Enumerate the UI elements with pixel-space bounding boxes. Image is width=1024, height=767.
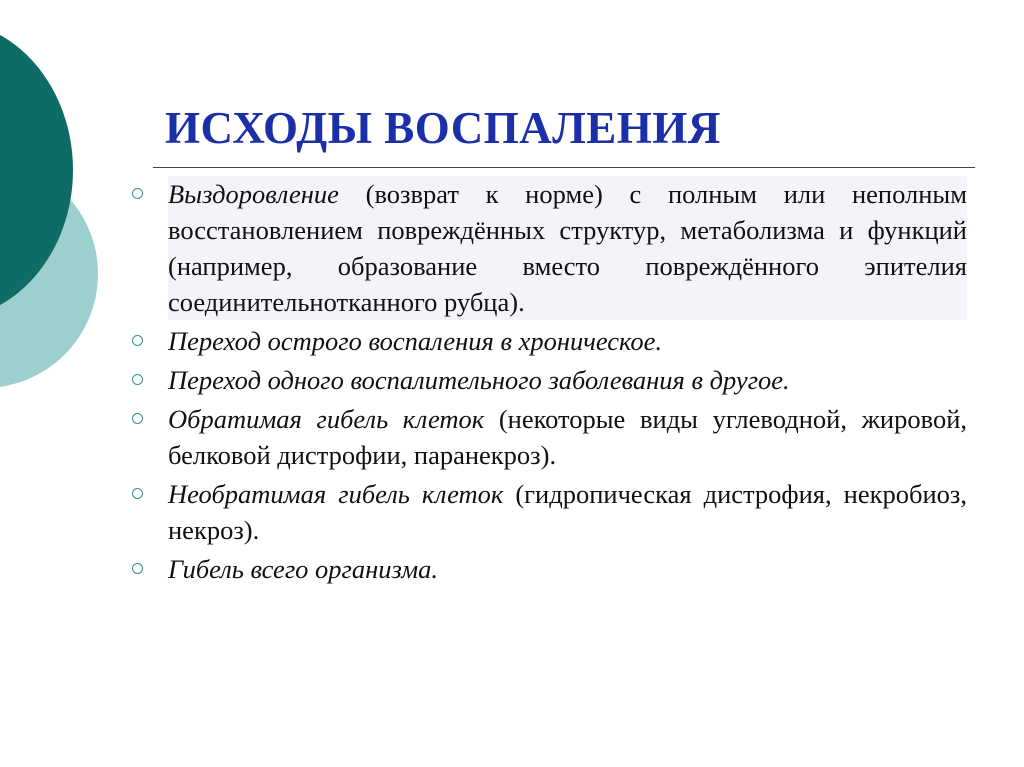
circle-bullet-icon <box>132 374 143 385</box>
circle-bullet-icon <box>132 188 143 199</box>
list-item-text <box>168 551 967 587</box>
circle-bullet-icon <box>132 413 143 424</box>
list-item-regular: (возврат к норме) с полным или неполным восстановлением повреждённых структур, метаболизма и функций (например, образование вместо повреждённого эпителия соединительнотканного рубца). <box>168 179 967 317</box>
list-item <box>132 476 967 548</box>
list-item-regular: (гидропическая дистрофия, некробиоз, некроз). <box>168 479 967 545</box>
list-item-italic: Необратимая гибель клеток <box>168 479 504 509</box>
list-item-text <box>168 476 967 548</box>
list-item <box>132 323 967 359</box>
list-item-italic: Переход острого воспаления в хроническое. <box>168 326 663 356</box>
list-item <box>132 362 967 398</box>
circle-bullet-icon <box>132 335 143 346</box>
list-item-italic: Переход одного воспалительного заболевания в другое. <box>168 365 790 395</box>
list-item <box>132 401 967 473</box>
outcomes-list <box>132 176 967 590</box>
list-item-text <box>168 401 967 473</box>
list-item-text <box>168 176 967 320</box>
slide-title: ИСХОДЫ ВОСПАЛЕНИЯ <box>165 103 721 153</box>
list-item-italic: Выздоровление <box>168 179 339 209</box>
circle-bullet-icon <box>132 488 143 499</box>
list-item-regular: (некоторые виды углеводной, жировой, белковой дистрофии, паранекроз). <box>168 404 967 470</box>
list-item-text <box>168 323 967 359</box>
list-item-italic: Гибель всего организма. <box>168 554 438 584</box>
list-item <box>132 551 967 587</box>
list-item <box>132 176 967 320</box>
circle-bullet-icon <box>132 563 143 574</box>
list-item-italic: Обратимая гибель клеток <box>168 404 485 434</box>
title-underline <box>153 167 975 168</box>
list-item-text <box>168 362 967 398</box>
